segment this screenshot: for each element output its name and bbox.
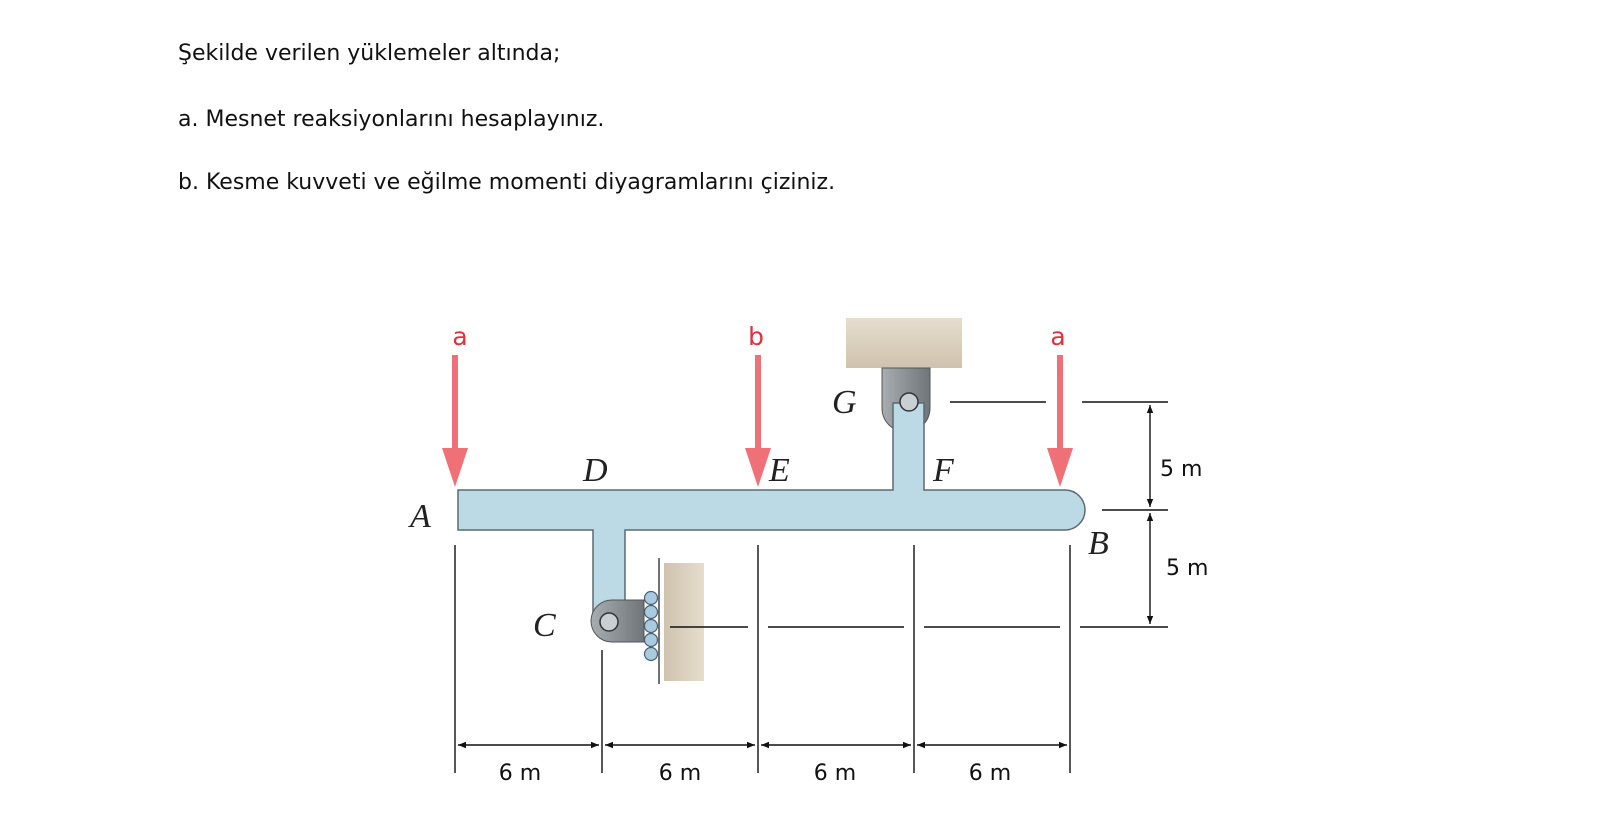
point-label-a: A xyxy=(410,498,431,535)
load-label-left: a xyxy=(452,322,468,351)
point-label-b: B xyxy=(1088,525,1109,562)
problem-intro: Şekilde verilen yüklemeler altında; xyxy=(178,41,561,66)
load-label-middle: b xyxy=(748,322,764,351)
dim-label-vertical-2: 5 m xyxy=(1166,556,1209,581)
load-arrow-middle xyxy=(745,355,771,487)
load-arrow-right xyxy=(1047,355,1073,487)
point-label-g: G xyxy=(832,384,857,421)
pin-g xyxy=(900,393,918,411)
point-label-c: C xyxy=(533,607,556,644)
pin-c xyxy=(600,613,618,631)
point-label-f: F xyxy=(933,452,954,489)
dim-label-span-1: 6 m xyxy=(498,761,542,786)
load-label-right: a xyxy=(1050,322,1066,351)
frame-member xyxy=(458,403,1085,640)
wall-support-block xyxy=(664,563,704,681)
dim-label-span-3: 6 m xyxy=(813,761,857,786)
dim-label-span-4: 6 m xyxy=(968,761,1012,786)
dimension-arrows xyxy=(458,405,1150,745)
roller-support-c xyxy=(645,592,658,661)
problem-part-b: b. Kesme kuvveti ve eğilme momenti diyagramlarını çiziniz. xyxy=(178,170,836,195)
dim-label-span-2: 6 m xyxy=(658,761,702,786)
point-label-e: E xyxy=(769,452,790,489)
ceiling-support-block xyxy=(846,318,962,368)
problem-part-a: a. Mesnet reaksiyonlarını hesaplayınız. xyxy=(178,107,605,132)
point-label-d: D xyxy=(583,452,608,489)
dim-label-vertical-1: 5 m xyxy=(1160,457,1203,482)
load-arrow-left xyxy=(442,355,468,487)
